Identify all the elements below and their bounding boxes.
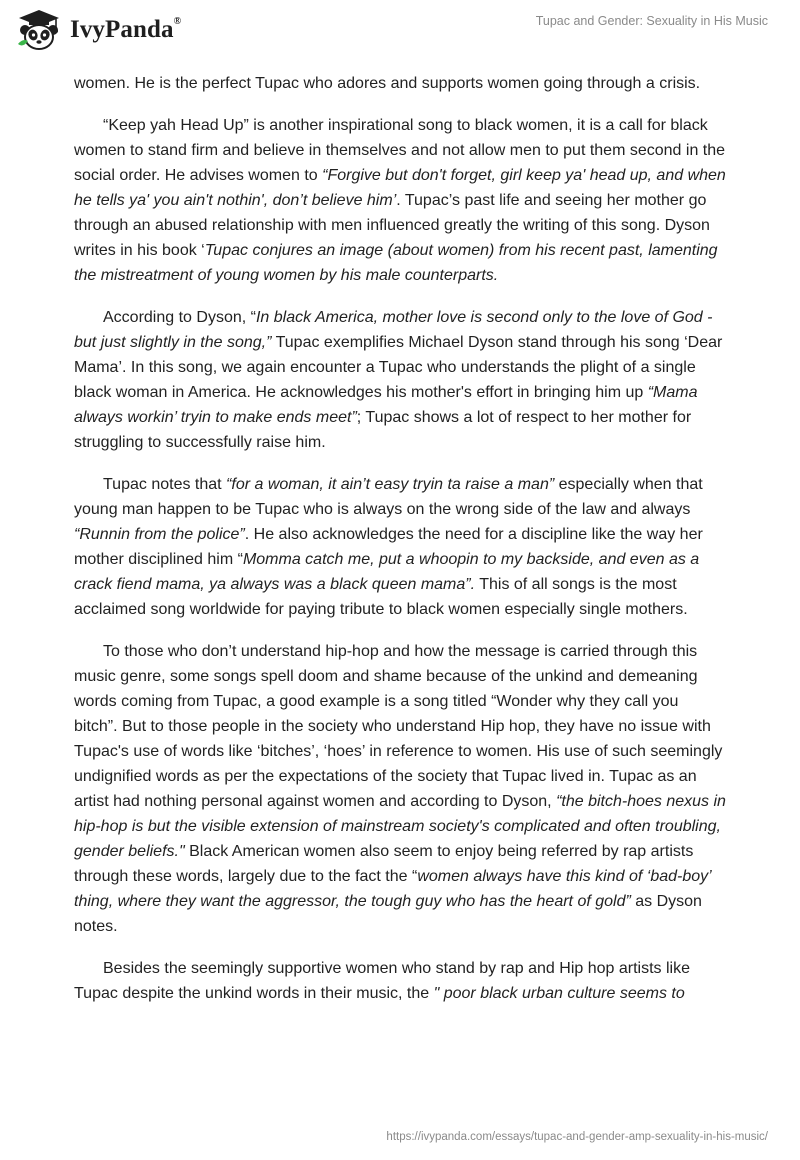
paragraph-text: According to Dyson, “ xyxy=(103,309,256,326)
quoted-text: In black America, mother love is second only to the love of God - but just slightly in the song,” xyxy=(74,309,713,351)
source-url[interactable]: https://ivypanda.com/essays/tupac-and-gender-amp-sexuality-in-his-music/ xyxy=(386,1131,768,1143)
paragraph-text: To those who don’t understand hip-hop and how the message is carried through this music genre, some songs spell doom and shame because of the unkind and demeaning words coming from Tupac, a good example is a song titled “Wonder why they call you bitch”. But to those people in the society who understand Hip hop, they have no issue with Tupac's use of words like ‘bitches’, ‘hoes’ in reference to women. His use of such seemingly undignified words as per the expectations of the society that Tupac lived in. Tupac as an artist had nothing personal against women and according to Dyson, xyxy=(74,643,723,810)
paragraph-text: ; Tupac shows a lot of respect to her mother for struggling to successfully raise him. xyxy=(74,409,692,451)
paragraph-text: Black American women also seem to enjoy being referred by rap artists through these words, largely due to the fact the “ xyxy=(74,843,694,885)
quoted-text: Momma catch me, put a whoopin to my backside, and even as a crack fiend mama, ya always was a black queen mama”. xyxy=(74,551,700,593)
quoted-text: Tupac conjures an image (about women) from his recent past, lamenting the mistreatment of young women by his male counterparts. xyxy=(74,242,718,284)
quoted-text: “Runnin from the police” xyxy=(74,526,245,543)
quoted-text: women always have this kind of ‘bad-boy’ thing, where they want the aggressor, the tough guy who has the heart of gold” xyxy=(74,868,711,910)
paragraph-text: Tupac exemplifies Michael Dyson stand through his song ‘Dear Mama’. In this song, we again encounter a Tupac who understands the plight of a single black woman in America. He acknowledges his mother's effort in bringing him up xyxy=(74,334,723,401)
logo-name: IvyPanda xyxy=(70,16,174,43)
paragraph-text: women. He is the perfect Tupac who adores and supports women going through a crisis. xyxy=(74,75,701,92)
paragraph xyxy=(74,472,726,622)
quoted-text: “for a woman, it ain’t easy tryin ta raise a man” xyxy=(226,476,555,493)
paragraph-text: This of all songs is the most acclaimed song worldwide for paying tribute to black women especially single mothers. xyxy=(74,576,688,618)
ivypanda-logo[interactable] xyxy=(14,8,181,52)
quoted-text: “Mama always workin’ tryin to make ends meet” xyxy=(74,384,698,426)
document-title: Tupac and Gender: Sexuality in His Music xyxy=(535,14,768,28)
paragraph-text: Tupac notes that xyxy=(103,476,227,493)
paragraph xyxy=(74,305,726,455)
registered-mark: ® xyxy=(173,15,182,27)
paragraph xyxy=(74,71,726,96)
logo-wordmark xyxy=(70,16,181,44)
page-header xyxy=(0,0,800,62)
panda-graduate-icon xyxy=(14,8,64,52)
quoted-text: " poor black urban culture seems to xyxy=(433,985,685,1002)
paragraph-text: as Dyson notes. xyxy=(74,893,702,935)
paragraph xyxy=(74,639,726,939)
paragraph-text: Besides the seemingly supportive women who stand by rap and Hip hop artists like Tupac despite the unkind words in their music, the xyxy=(74,960,690,1002)
paragraph-text: especially when that young man happen to be Tupac who is always on the wrong side of the law and always xyxy=(74,476,703,518)
paragraph-text: . He also acknowledges the need for a discipline like the way her mother disciplined him “ xyxy=(74,526,703,568)
paragraph-text: . Tupac’s past life and seeing her mother go through an abused relationship with men influenced greatly the writing of this song. Dyson writes in his book ‘ xyxy=(74,192,710,259)
paragraph xyxy=(74,956,726,1006)
quoted-text: “the bitch-hoes nexus in hip-hop is but the visible extension of mainstream society's complicated and often troubling, gender beliefs." xyxy=(74,793,726,860)
paragraph xyxy=(74,113,726,288)
essay-body xyxy=(74,71,726,1023)
paragraph-text: “Keep yah Head Up” is another inspirational song to black women, it is a call for black women to stand firm and believe in themselves and not allow men to put them second in the social order. He advises women to xyxy=(74,117,726,184)
quoted-text: “Forgive but don't forget, girl keep ya' head up, and when he tells ya' you ain't nothin', don’t believe him’ xyxy=(74,167,726,209)
